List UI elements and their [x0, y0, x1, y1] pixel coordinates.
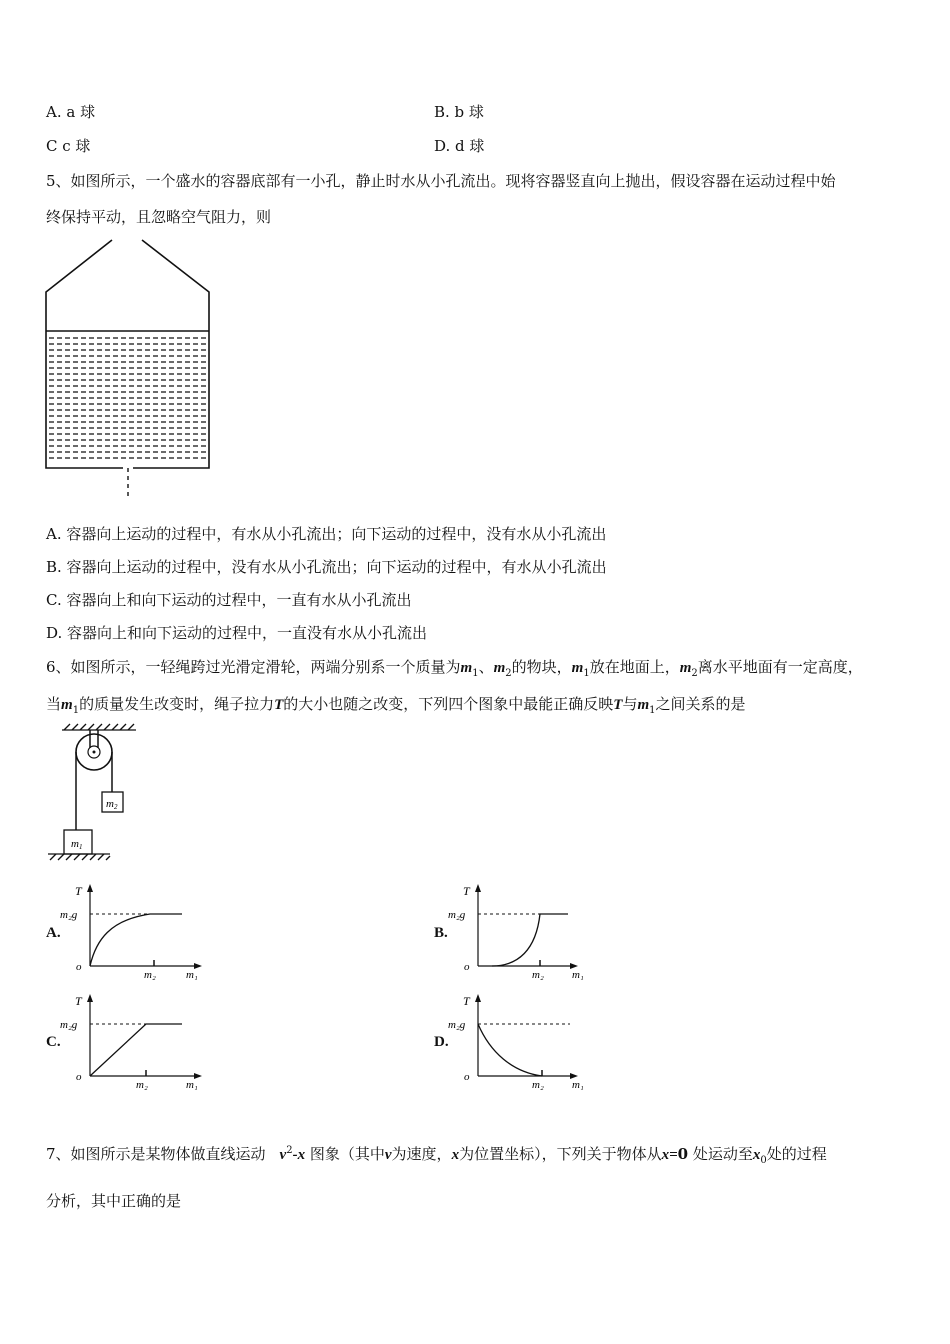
svg-text:m₂g: m₂g	[60, 1019, 78, 1031]
graph-d-label: D.	[434, 1034, 449, 1050]
svg-text:T: T	[463, 994, 470, 1008]
svg-text:m₂: m₂	[532, 969, 544, 980]
svg-text:m₂g: m₂g	[448, 909, 466, 921]
svg-text:m₁: m₁	[186, 969, 198, 980]
svg-text:o: o	[76, 961, 82, 973]
pulley-figure	[44, 722, 144, 868]
svg-text:o: o	[464, 961, 470, 973]
graph-b-label: B.	[434, 925, 448, 941]
svg-text:m₁: m₁	[572, 969, 584, 980]
q7-stem-line2: 分析，其中正确的是	[46, 1192, 182, 1210]
graph-a-label: A.	[46, 925, 61, 941]
svg-text:o: o	[76, 1071, 82, 1083]
svg-text:T: T	[463, 884, 470, 898]
q7-stem-line1: 7、如图所示是某物体做直线运动 $v^2-x$ 图象（其中v为速度，x为位置坐标），下列关于物体从x=0 处运动至$x_0$处的过程	[46, 1145, 827, 1166]
block-m1-label: m1	[71, 838, 83, 851]
ground	[48, 854, 110, 860]
svg-text:o: o	[464, 1071, 470, 1083]
svg-text:m₂g: m₂g	[60, 909, 78, 921]
q5-stem-line2: 终保持平动，且忽略空气阻力，则	[46, 208, 272, 226]
q5-option-c: C. 容器向上和向下运动的过程中，一直有水从小孔流出	[46, 591, 412, 609]
container-outline	[46, 240, 209, 468]
q6-stem-line2: 当$m_1$的质量发生改变时，绳子拉力T的大小也随之改变，下列四个图象中最能正确反映T与$m_1$之间关系的是	[46, 695, 746, 716]
graph-b	[448, 880, 598, 980]
container-figure	[40, 232, 220, 498]
svg-text:T: T	[75, 994, 82, 1008]
q5-option-d: D. 容器向上和向下运动的过程中，一直没有水从小孔流出	[46, 624, 428, 642]
svg-text:m₂: m₂	[144, 969, 156, 980]
q5-stem-line1: 5、如图所示，一个盛水的容器底部有一小孔，静止时水从小孔流出。现将容器竖直向上抛出，假设容器在运动过程中始	[46, 172, 836, 190]
q4-option-a: A. a 球	[46, 103, 96, 121]
water-hatching	[49, 338, 207, 458]
q4-option-c: C c 球	[46, 137, 91, 155]
block-m2-label: m2	[106, 798, 118, 811]
graph-a	[60, 880, 210, 980]
q5-option-a: A. 容器向上运动的过程中，有水从小孔流出；向下运动的过程中，没有水从小孔流出	[46, 525, 607, 543]
graph-c-label: C.	[46, 1034, 61, 1050]
svg-text:m₂: m₂	[532, 1079, 544, 1090]
svg-text:m₁: m₁	[572, 1079, 584, 1090]
graph-d	[448, 990, 598, 1090]
svg-text:m₂g: m₂g	[448, 1019, 466, 1031]
q4-option-d: D. d 球	[434, 137, 485, 155]
q6-stem-line1: 6、如图所示，一轻绳跨过光滑定滑轮，两端分别系一个质量为$m_1$、$m_2$的物块，$m_1$放在地面上，$m_2$离水平地面有一定高度，	[46, 658, 863, 679]
svg-text:m₁: m₁	[186, 1079, 198, 1090]
svg-text:m₂: m₂	[136, 1079, 148, 1090]
q4-option-b: B. b 球	[434, 103, 484, 121]
ceiling	[62, 724, 136, 730]
svg-text:T: T	[75, 884, 82, 898]
q5-option-b: B. 容器向上运动的过程中，没有水从小孔流出；向下运动的过程中，有水从小孔流出	[46, 558, 607, 576]
graph-c	[60, 990, 210, 1090]
